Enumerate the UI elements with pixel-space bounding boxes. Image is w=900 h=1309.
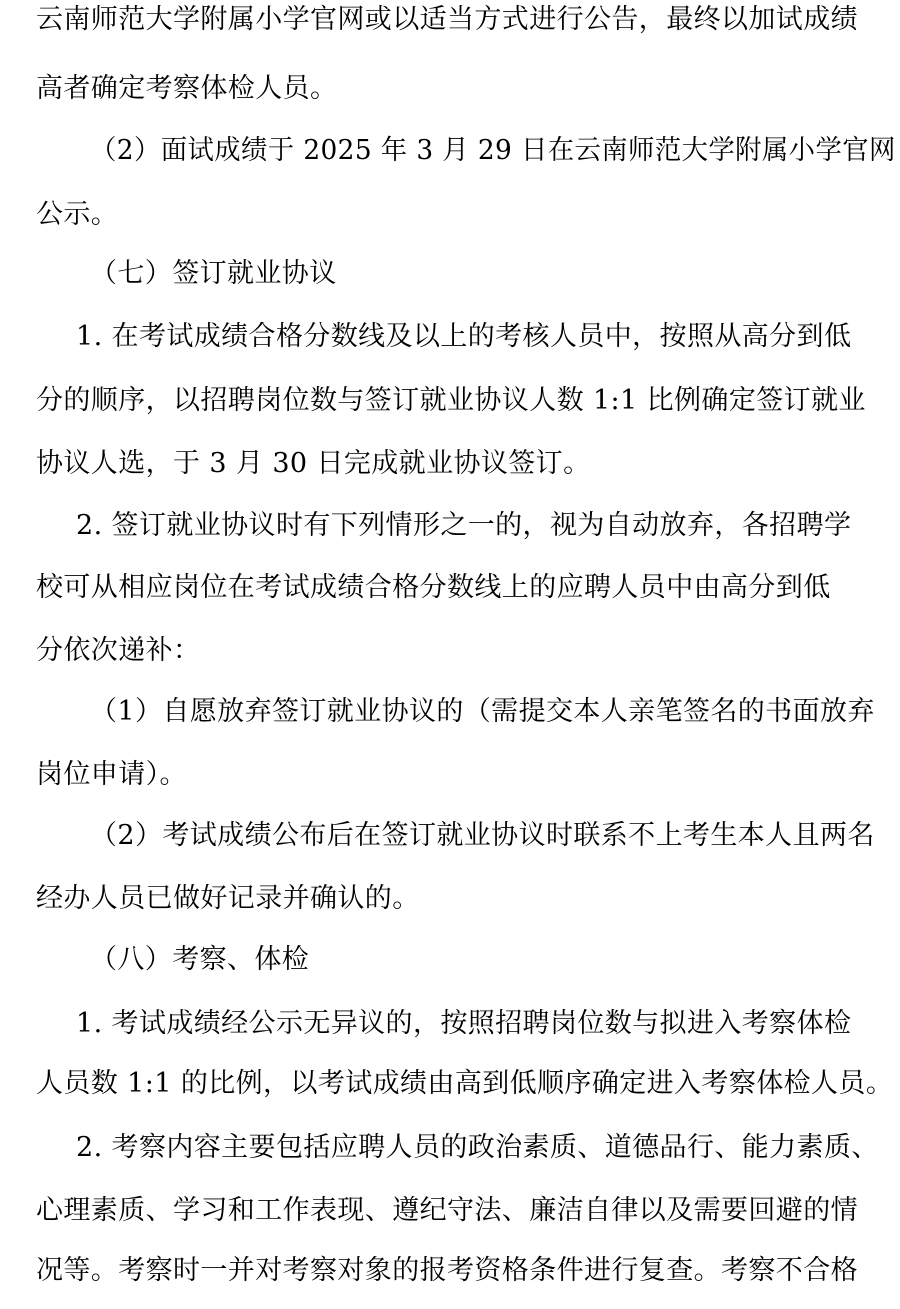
body-text-line: 高者确定考察体检人员。 [36, 73, 338, 104]
body-text-line: （2）面试成绩于 2025 年 3 月 29 日在云南师范大学附属小学官网 [90, 135, 896, 166]
body-text-line: 人员数 1:1 的比例，以考试成绩由高到低顺序确定进入考察体检人员。 [36, 1068, 894, 1099]
body-text-line: 心理素质、学习和工作表现、遵纪守法、廉洁自律以及需要回避的情 [36, 1195, 858, 1226]
section-heading: （八）考察、体检 [90, 944, 310, 975]
body-text-line: 2. 考察内容主要包括应聘人员的政治素质、道德品行、能力素质、 [76, 1132, 879, 1163]
body-text-line: 2. 签订就业协议时有下列情形之一的，视为自动放弃，各招聘学 [76, 510, 852, 541]
body-text-line: 1. 考试成绩经公示无异议的，按照招聘岗位数与拟进入考察体检 [76, 1008, 852, 1039]
body-text-line: 经办人员已做好记录并确认的。 [36, 883, 420, 914]
body-text-line: 况等。考察时一并对考察对象的报考资格条件进行复查。考察不合格 [36, 1255, 858, 1286]
body-text-line: 公示。 [36, 199, 119, 230]
body-text-line: （1）自愿放弃签订就业协议的（需提交本人亲笔签名的书面放弃 [90, 696, 875, 727]
body-text-line: 岗位申请）。 [36, 759, 187, 790]
body-text-line: 1. 在考试成绩合格分数线及以上的考核人员中，按照从高分到低 [76, 321, 852, 352]
body-text-line: （2）考试成绩公布后在签订就业协议时联系不上考生本人且两名 [90, 820, 875, 851]
body-text-line: 分依次递补： [36, 635, 201, 666]
body-text-line: 校可从相应岗位在考试成绩合格分数线上的应聘人员中由高分到低 [36, 572, 831, 603]
body-text-line: 分的顺序，以招聘岗位数与签订就业协议人数 1:1 比例确定签订就业 [36, 385, 866, 416]
section-heading: （七）签订就业协议 [90, 258, 337, 289]
body-text-line: 云南师范大学附属小学官网或以适当方式进行公告，最终以加试成绩 [36, 4, 858, 35]
body-text-line: 协议人选，于 3 月 30 日完成就业协议签订。 [36, 448, 591, 479]
